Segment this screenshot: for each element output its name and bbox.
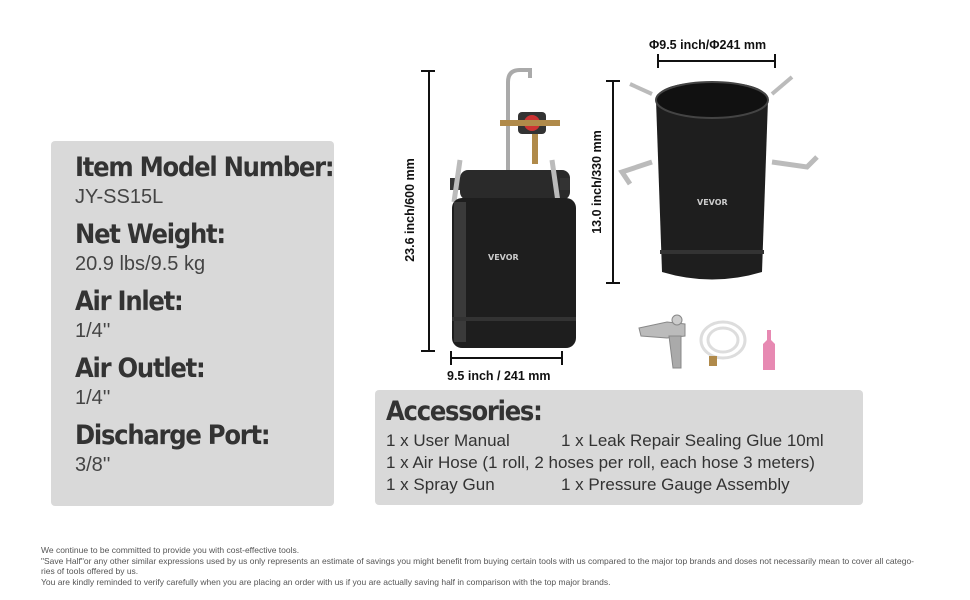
pot-height-line [612,80,614,284]
pot-brand-logo: VEVOR [697,198,728,207]
tank-width-label: 9.5 inch / 241 mm [447,369,551,383]
spray-gun-image [637,314,697,369]
pot-diameter-tick-right [774,54,776,68]
accessories-panel [375,390,863,505]
spec-panel [51,141,334,506]
accessories-row-2 [386,452,863,474]
pot-height-tick-top [606,80,620,82]
disclaimer-line-3: ries of tools offered by us. [41,566,139,576]
disclaimer-line-4: You are kindly reminded to verify carefully when you are placing an order with us if you are actually saving half in comparison with the top major brands. [41,576,611,587]
spec-label-model: Item Model Number: [75,152,334,183]
accessory-sealing-glue: 1 x Leak Repair Sealing Glue 10ml [561,431,824,450]
spec-label-weight: Net Weight: [75,219,225,250]
tank-width-line [450,357,563,359]
tank-width-tick-left [450,351,452,365]
tank-height-label: 23.6 inch/600 mm [403,158,417,262]
spec-value-air-inlet: 1/4'' [75,320,111,342]
accessory-pressure-gauge: 1 x Pressure Gauge Assembly [561,475,790,494]
disclaimer-line-2: "Save Half"or any other similar expressions used by us only represents an estimate of savings you might benefit from buying certain tools with us compared to the major top brands and doses not necessarily mean to cover all catego- [41,555,915,566]
pot-diameter-line [657,60,775,62]
spec-label-discharge: Discharge Port: [75,420,270,451]
spec-label-air-inlet: Air Inlet: [75,286,183,317]
pot-diameter-tick-left [657,54,659,68]
tank-height-line [428,70,430,352]
disclaimer-line-1: We continue to be committed to provide you with cost-effective tools. [41,545,300,555]
brand-logo: VEVOR [488,253,519,262]
accessories-row-3 [386,474,863,496]
tank-height-tick-bottom [421,350,435,352]
disclaimer [41,545,966,587]
pot-diameter-label: Φ9.5 inch/Φ241 mm [649,38,767,52]
paint-pot-image [622,72,822,287]
accessory-air-hose: 1 x Air Hose (1 roll, 2 hoses per roll, each hose 3 meters) [386,453,815,472]
accessory-user-manual: 1 x User Manual [386,431,510,450]
accessories-title: Accessories: [386,396,542,427]
spec-value-weight: 20.9 lbs/9.5 kg [75,253,206,275]
spec-value-discharge: 3/8'' [75,454,111,476]
accessory-spray-gun: 1 x Spray Gun [386,475,495,494]
pot-height-tick-bottom [606,282,620,284]
accessories-row-1 [386,430,863,452]
tank-width-tick-right [561,351,563,365]
sealing-glue-image [759,330,779,375]
spec-value-air-outlet: 1/4'' [75,387,111,409]
pot-height-label: 13.0 inch/330 mm [590,130,604,234]
spec-value-model: JY-SS15L [75,186,164,208]
tank-height-tick-top [421,70,435,72]
spec-label-air-outlet: Air Outlet: [75,353,205,384]
air-hose-image [695,314,755,369]
